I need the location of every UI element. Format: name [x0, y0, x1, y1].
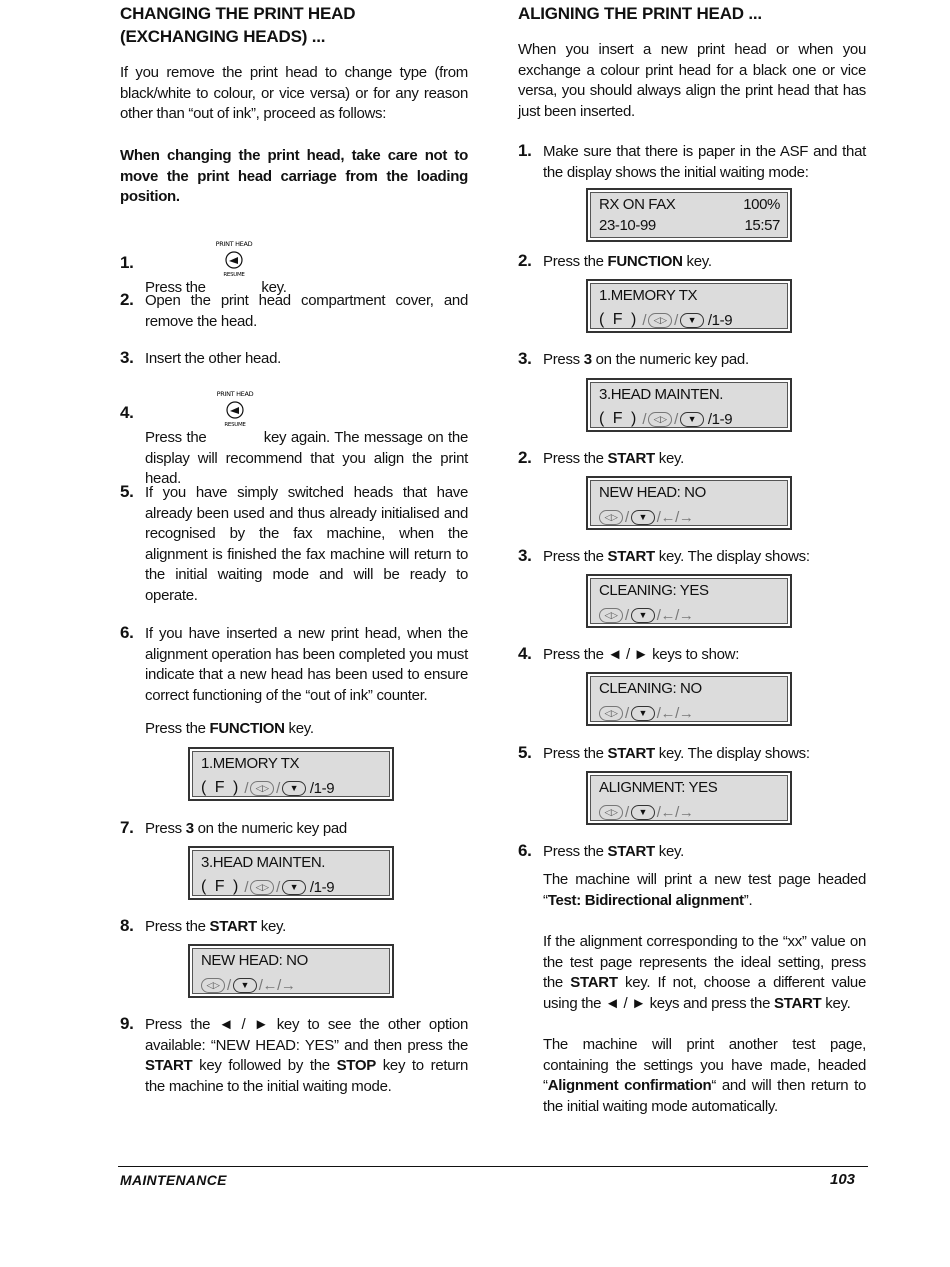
right-para-3: The machine will print another test page, containing the settings you have made, headed “Alignment confirmation“ and will then return to the initial waiting mode automatically. — [543, 1036, 866, 1115]
left-step-6-sub: Press the FUNCTION key. — [145, 720, 314, 737]
left-step-8: 8. Press the START key. — [120, 916, 286, 935]
right-para-1: The machine will print a new test page headed “Test: Bidirectional alignment”. — [543, 871, 866, 909]
left-right-keys-icon: ◁▷ — [250, 880, 274, 895]
footer-section: MAINTENANCE — [120, 1172, 227, 1188]
left-step-2: 2. Open the print head compartment cover, and remove the head. — [120, 290, 468, 330]
left-right-keys-icon: ◁▷ — [250, 781, 274, 796]
left-step-4: 4. Press the PRINT HEAD RESUME key again. The message on the display will recommend that you align the print head. — [120, 390, 468, 488]
right-step-1: 1. Make sure that there is paper in the ASF and that the display shows the initial waiting mode: — [518, 141, 866, 181]
lcd-display: 1.MEMORY TX ( F ) / ◁▷ / ▼ /1-9 — [586, 279, 792, 333]
left-step-3: 3. Insert the other head. — [120, 348, 281, 367]
print-head-resume-key-icon — [213, 390, 257, 448]
svg-text:PRINT HEAD: PRINT HEAD — [215, 240, 252, 248]
lcd-display: 3.HEAD MAINTEN. ( F ) / ◁▷ / ▼ /1-9 — [586, 378, 792, 432]
right-para-2: If the alignment corresponding to the “xx” value on the test page represents the ideal setting, press the START key. If not, choose a different value using the ◄ / ► keys and press the START key. — [543, 933, 866, 1012]
left-warning: When changing the print head, take care not to move the print head carriage from the loading position. — [120, 147, 468, 206]
right-step-2: 2. Press the FUNCTION key. — [518, 251, 712, 270]
left-step-5: 5. If you have simply switched heads that have already been used and thus already initialised and recognised by the fax machine, when the alignment is finished the fax machine will return to the initial waiting mode and will be ready to operate. — [120, 482, 468, 604]
right-step-3: 3. Press 3 on the numeric key pad. — [518, 349, 749, 368]
left-step-7: 7. Press 3 on the numeric key pad — [120, 818, 347, 837]
footer-divider — [118, 1166, 868, 1167]
left-step-6: 6. If you have inserted a new print head, when the alignment operation has been completed you must indicate that a new head has been used to ensure correct functioning of the “out of ink” counter. — [120, 623, 468, 704]
svg-text:RESUME: RESUME — [224, 422, 246, 428]
left-title: CHANGING THE PRINT HEAD (EXCHANGING HEADS) ... — [120, 4, 356, 46]
lcd-display: 1.MEMORY TX ( F ) / ◁▷ / ▼ /1-9 — [188, 747, 394, 801]
right-step-4: 4. Press the ◄ / ► keys to show: — [518, 644, 740, 663]
right-step-3b: 3. Press the START key. The display shows: — [518, 546, 810, 565]
lcd-display: ALIGNMENT: YES ◁▷ / ▼ /←/→ — [586, 771, 792, 825]
right-title: ALIGNING THE PRINT HEAD ... — [518, 4, 762, 23]
lcd-display: NEW HEAD: NO ◁▷ / ▼ /←/→ — [188, 944, 394, 998]
svg-text:RESUME: RESUME — [222, 272, 245, 278]
right-intro: When you insert a new print head or when you exchange a colour print head for a black one or vice versa, you should always align the print head that has just been inserted. — [518, 41, 866, 120]
down-key-icon: ▼ — [282, 781, 306, 796]
lcd-display: 3.HEAD MAINTEN. ( F ) / ◁▷ / ▼ /1-9 — [188, 846, 394, 900]
lcd-display: CLEANING: NO ◁▷ / ▼ /←/→ — [586, 672, 792, 726]
left-intro: If you remove the print head to change type (from black/white to colour, or vice versa) or for any reason other than “out of ink”, proceed as follows: — [120, 64, 468, 123]
left-step-1: 1. Press the PRINT HEAD RESUME key. — [120, 240, 287, 296]
right-step-6: 6. Press the START key. — [518, 841, 684, 860]
right-step-5: 5. Press the START key. The display shows: — [518, 743, 810, 762]
lcd-display: NEW HEAD: NO ◁▷ / ▼ /←/→ — [586, 476, 792, 530]
down-key-icon: ▼ — [282, 880, 306, 895]
lcd-display: RX ON FAX 100% 23-10-99 15:57 — [586, 188, 792, 242]
lcd-display: CLEANING: YES ◁▷ / ▼ /←/→ — [586, 574, 792, 628]
page-number: 103 — [830, 1171, 856, 1188]
svg-text:PRINT HEAD: PRINT HEAD — [216, 390, 254, 398]
left-step-9: 9. Press the ◄ / ► key to see the other option available: “NEW HEAD: YES” and then press the START key followed by the STOP key to return the machine to the initial waiting mode. — [120, 1014, 469, 1095]
right-step-2b: 2. Press the START key. — [518, 448, 684, 467]
